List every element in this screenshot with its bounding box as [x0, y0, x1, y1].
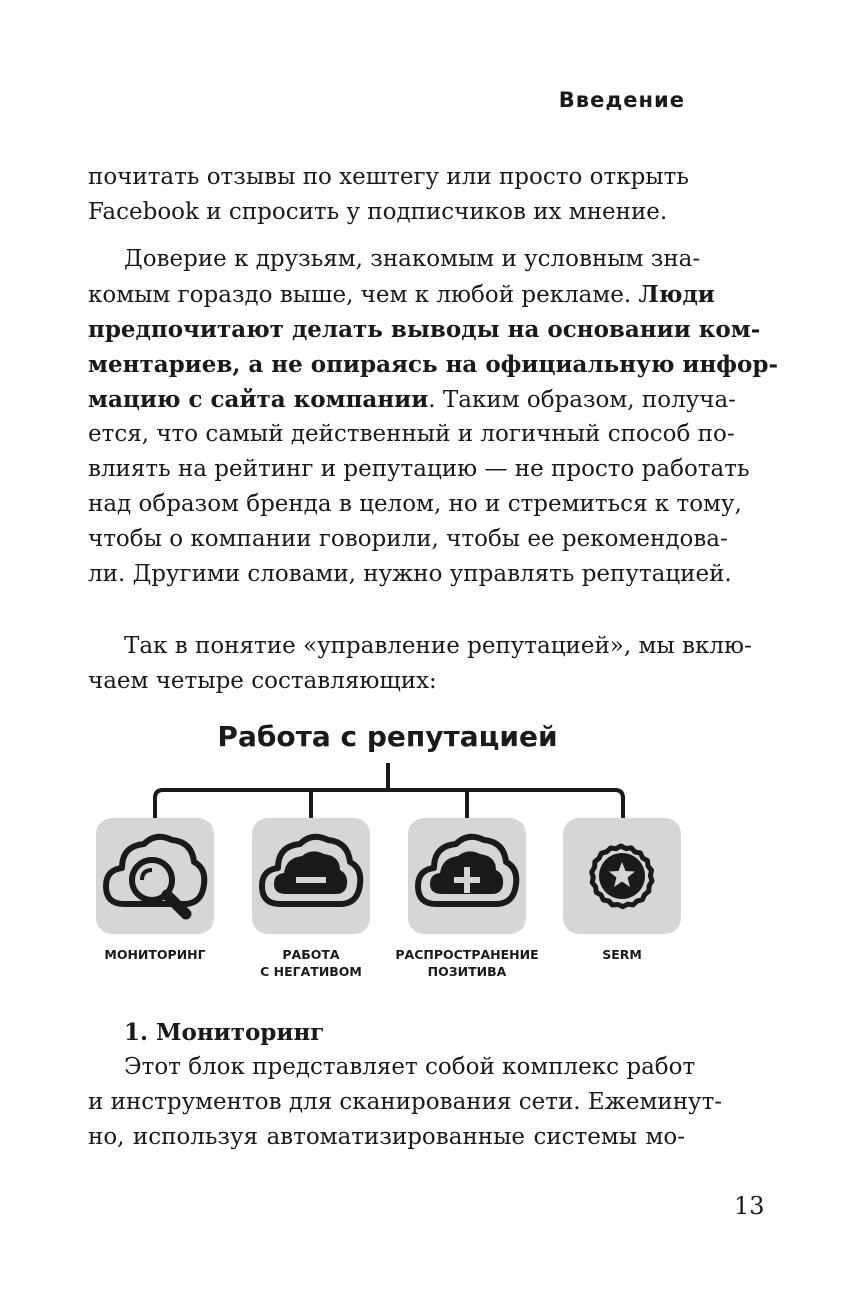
text-plain: комым гораздо выше, чем к любой рекламе.: [88, 282, 639, 308]
caption-serm: [602, 946, 642, 963]
cloud-plus-icon: [408, 818, 526, 934]
card-negative: [252, 818, 370, 934]
text-line: над образом бренда в целом, но и стремиться к тому,: [88, 491, 742, 517]
caption-line: ПОЗИТИВА: [427, 964, 507, 979]
text-line: Доверие к друзьям, знакомым и условным зна-: [124, 246, 701, 272]
card-monitoring: [96, 818, 214, 934]
caption-negative: [260, 946, 362, 980]
caption-line: С НЕГАТИВОМ: [260, 964, 362, 979]
text-emphasis-line: предпочитают делать выводы на основании ком-: [88, 316, 761, 343]
text-line: чтобы о компании говорили, чтобы ее рекомендова-: [88, 526, 728, 552]
caption-line: SERM: [602, 947, 642, 962]
caption-line: РАСПРОСТРАНЕНИЕ: [395, 947, 539, 962]
text-line: чаем четыре составляющих:: [88, 668, 437, 694]
text-line: почитать отзывы по хештегу или просто открыть: [88, 164, 689, 190]
star-badge-icon: [563, 818, 681, 934]
text-line: влиять на рейтинг и репутацию — не просто работать: [88, 456, 750, 482]
running-header: Введение: [558, 88, 685, 112]
text-line: Так в понятие «управление репутацией», мы вклю-: [124, 633, 752, 659]
text-emphasis: мацию с сайта компании: [88, 386, 429, 413]
caption-monitoring: [104, 946, 205, 963]
text-line: Этот блок представляет собой комплекс работ: [124, 1054, 696, 1080]
text-plain: . Таким образом, получа-: [428, 387, 736, 413]
cloud-minus-icon: [252, 818, 370, 934]
caption-line: МОНИТОРИНГ: [104, 947, 206, 962]
card-positive: [408, 818, 526, 934]
caption-line: РАБОТА: [282, 947, 340, 962]
section-monitoring: [88, 1015, 723, 1155]
text-line: но, используя автоматизированные системы мо-: [88, 1124, 685, 1150]
cloud-magnifier-icon: [96, 818, 214, 934]
text-line: ется, что самый действенный и логичный способ по-: [88, 421, 735, 447]
text-emphasis: Люди: [638, 281, 715, 308]
diagram-title: Работа с репутацией: [217, 720, 558, 753]
card-serm: [563, 818, 681, 934]
section-heading: 1. Мониторинг: [124, 1019, 325, 1046]
text-emphasis-line: ментариев, а не опираясь на официальную инфор-: [88, 351, 779, 378]
text-line: Facebook и спросить у подписчиков их мнение.: [88, 199, 668, 225]
caption-positive: [395, 946, 538, 980]
text-line: ли. Другими словами, нужно управлять репутацией.: [88, 561, 732, 587]
page-number: 13: [734, 1192, 765, 1220]
text-line: и инструментов для сканирования сети. Ежеминут-: [88, 1089, 723, 1115]
